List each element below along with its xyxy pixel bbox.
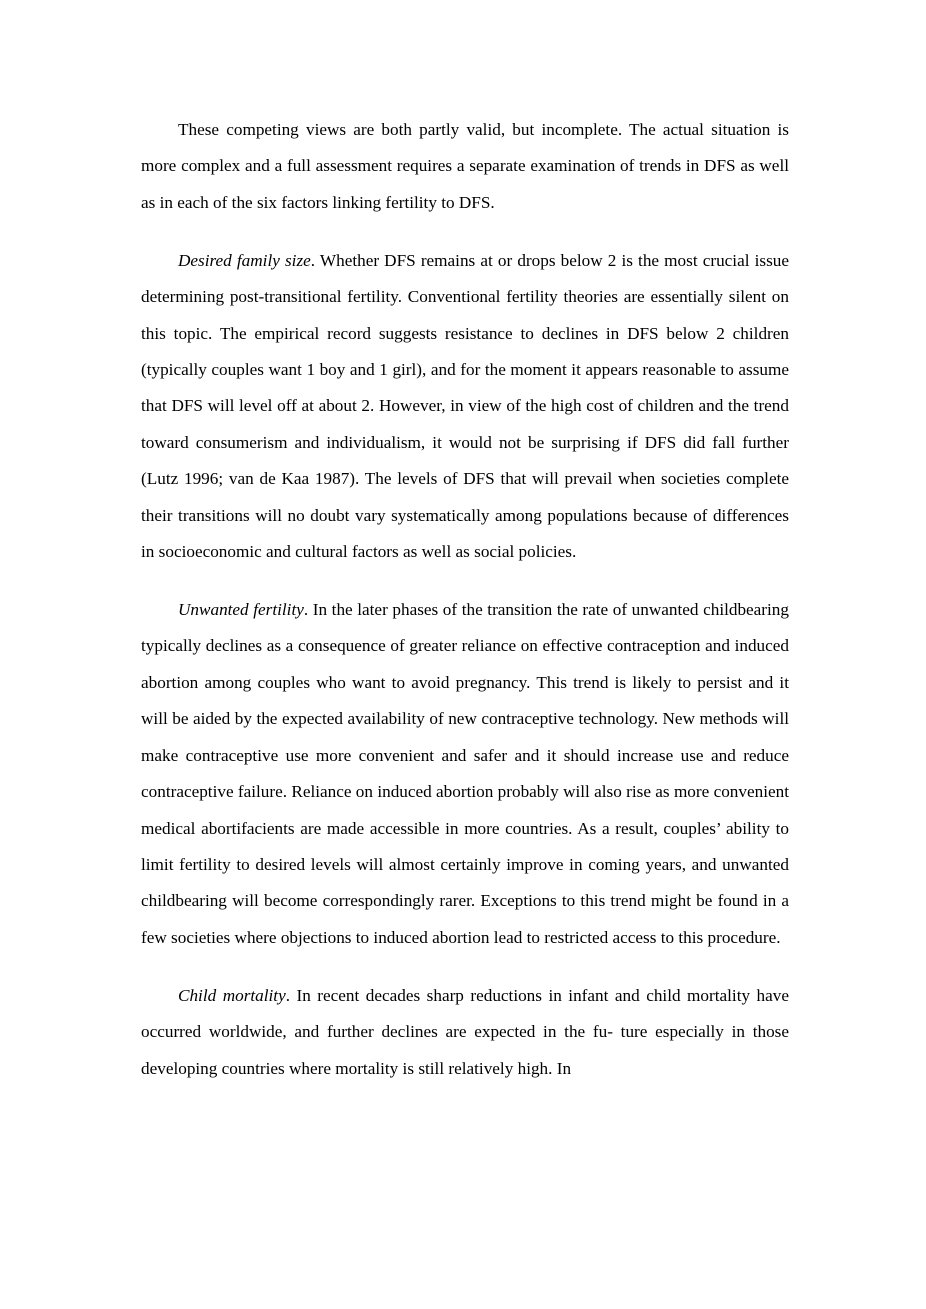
paragraph-text: . In the later phases of the transition the rate of unwanted childbearing typically declines as a consequence of greater reliance on effective contraception and induced abortion among couples who want to avoid pregnancy. This trend is likely to persist and it will be aided by the expected availability of new contraceptive technology. New methods will make contraceptive use more convenient and safer and it should increase use and reduce contraceptive failure. Reliance on induced abortion probably will also rise as more convenient medical abortifacients are made accessible in more countries. As a result, couples’ ability to limit fertility to desired levels will almost certainly improve in coming years, and unwanted childbearing will become correspondingly rarer. Exceptions to this trend might be found in a few societies where objections to induced abortion lead to restricted access to this procedure. bbox=[141, 600, 789, 947]
paragraph-text: . Whether DFS remains at or drops below 2 is the most crucial issue determining post-transitional fertility. Conventional fertility theories are essentially silent on this topic. The empirical record suggests resistance to declines in DFS below 2 children (typically couples want 1 boy and 1 girl), and for the moment it appears reasonable to assume that DFS will level off at about 2. However, in view of the high cost of children and the trend toward consumerism and individualism, it would not be surprising if DFS did fall further (Lutz 1996; van de Kaa 1987). The levels of DFS that will prevail when societies complete their transitions will no doubt vary systematically among populations because of differences in socioeconomic and cultural factors as well as social policies. bbox=[141, 250, 789, 562]
section-heading-unwanted-fertility: Unwanted fertility bbox=[178, 600, 304, 620]
section-heading-desired-family-size: Desired family size bbox=[178, 250, 311, 270]
paragraph-competing-views bbox=[141, 112, 789, 221]
paragraph-desired-family-size bbox=[141, 243, 789, 571]
paragraph-text: . In recent decades sharp reductions in infant and child mortality have occurred worldwide, and further declines are expected in the fu- ture especially in those developing countries where mortality is still relatively high. In bbox=[141, 985, 789, 1078]
paragraph-unwanted-fertility bbox=[141, 592, 789, 956]
document-page bbox=[141, 112, 789, 1087]
section-heading-child-mortality: Child mortality bbox=[178, 985, 286, 1005]
paragraph-child-mortality bbox=[141, 978, 789, 1087]
paragraph-text: These competing views are both partly valid, but incomplete. The actual situation is more complex and a full assessment requires a separate examination of trends in DFS as well as in each of the six factors linking fertility to DFS. bbox=[141, 120, 789, 212]
